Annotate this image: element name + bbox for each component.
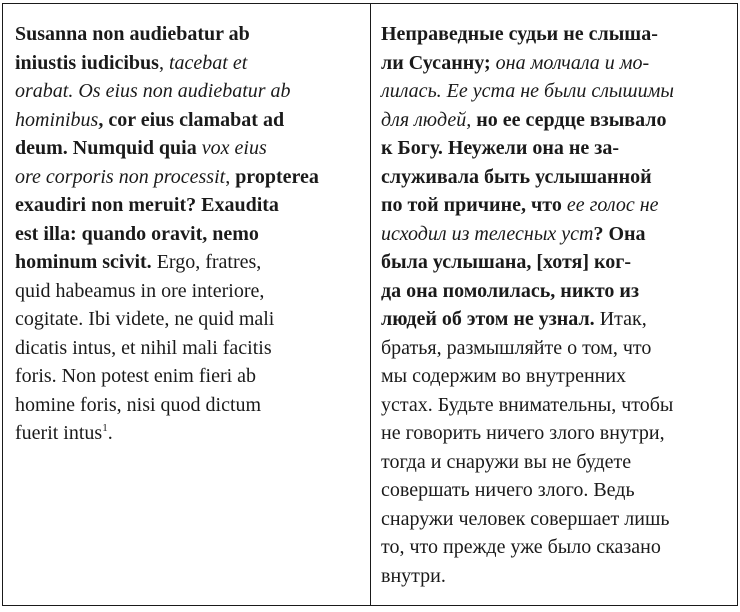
text-line <box>381 448 727 477</box>
text-run: exaudiri non meruit? Exaudita <box>15 194 279 216</box>
text-line <box>15 419 362 448</box>
text-run: лилась. Ее уста не были слышимы <box>381 80 674 102</box>
text-line <box>15 391 362 420</box>
text-run: ore corporis non processit <box>15 165 226 188</box>
text-line <box>15 20 362 49</box>
text-run: quid habeamus in ore interiore, <box>15 279 265 302</box>
text-run: ли Сусанну; <box>381 51 496 74</box>
text-run: ? Она <box>593 222 646 245</box>
text-run: iniustis iudicibus <box>15 51 159 74</box>
text-run: , <box>225 165 236 188</box>
text-line <box>381 305 727 334</box>
text-line <box>381 134 727 163</box>
text-run: братья, размышляйте о том, что <box>381 336 652 359</box>
text-run: да она помолилась, никто из <box>381 279 639 302</box>
text-line <box>15 277 362 306</box>
latin-text-column <box>3 4 371 605</box>
text-run: foris. Non potest enim fieri ab <box>15 365 257 387</box>
text-run: Susanna non audiebatur ab <box>15 23 250 45</box>
text-line <box>381 248 727 277</box>
text-line <box>15 163 362 192</box>
text-line <box>15 220 362 249</box>
russian-text-column <box>371 4 737 605</box>
text-line <box>381 77 727 106</box>
text-run: . <box>107 422 113 444</box>
text-line <box>381 362 727 391</box>
text-run: cogitate. Ibi videte, ne quid mali <box>15 308 275 330</box>
text-line <box>15 305 362 334</box>
text-run: совершать ничего злого. Ведь <box>381 479 635 501</box>
footnote-marker: 1 <box>102 422 108 434</box>
text-line <box>381 419 727 448</box>
text-run: , <box>158 51 169 74</box>
text-line <box>15 106 362 135</box>
text-line <box>381 106 727 135</box>
text-line <box>381 277 727 306</box>
text-run: снаружи человек совершает лишь <box>381 507 670 530</box>
text-run: tacebat et <box>168 51 248 74</box>
text-line <box>381 505 727 534</box>
text-line <box>15 362 362 391</box>
text-run: не говорить ничего злого внутри, <box>381 422 665 444</box>
text-line <box>15 77 362 106</box>
text-run: внутри. <box>381 564 446 587</box>
text-line <box>15 49 362 78</box>
text-line <box>381 334 727 363</box>
text-line <box>15 134 362 163</box>
text-run: была услышана, [хотя] ког- <box>381 251 632 273</box>
text-run: служивала быть услышанной <box>381 165 652 188</box>
text-run: est illa: quando oravit, nemo <box>15 222 259 245</box>
text-run: тогда и снаружи вы не будете <box>381 450 632 473</box>
text-run: orabat. Os eius non audiebatur ab <box>15 80 291 102</box>
text-line <box>15 248 362 277</box>
text-run: то, что прежде уже было сказано <box>381 536 661 558</box>
text-run: hominum scivit. <box>15 251 152 273</box>
text-run: она молчала и мо- <box>495 51 650 74</box>
text-run: но ее сердце взывало <box>476 108 667 131</box>
text-run: deum. Numquid quia <box>15 137 202 159</box>
text-run: homine foris, nisi quod dictum <box>15 393 262 416</box>
text-run: устах. Будьте внимательны, чтобы <box>381 393 674 416</box>
text-run: людей об этом не узнал. <box>381 308 595 330</box>
text-line <box>381 476 727 505</box>
text-run: Неправедные судьи не слыша- <box>381 23 658 45</box>
text-run: по той причине, что <box>381 194 567 216</box>
text-line <box>381 163 727 192</box>
text-run: Итак, <box>594 308 647 330</box>
text-run: ее голос не <box>566 194 659 216</box>
text-line <box>381 533 727 562</box>
text-line <box>15 191 362 220</box>
text-run: Ergo, fratres, <box>151 251 262 273</box>
text-line <box>381 20 727 49</box>
text-run: hominibus <box>15 108 99 131</box>
text-run: , cor eius clamabat ad <box>98 108 285 131</box>
text-line <box>381 391 727 420</box>
text-run: propterea <box>235 165 319 188</box>
text-line <box>381 562 727 591</box>
text-run: исходил из телесных уст <box>381 222 594 245</box>
text-line <box>15 334 362 363</box>
parallel-text-table <box>2 3 738 606</box>
text-line <box>381 220 727 249</box>
text-run: dicatis intus, et nihil mali facitis <box>15 336 272 359</box>
text-run: к Богу. Неужели она не за- <box>381 137 619 159</box>
text-run: мы содержим во внутренних <box>381 365 627 387</box>
text-line <box>381 49 727 78</box>
text-run: fuerit intus <box>15 422 103 444</box>
text-run: для людей, <box>381 108 477 131</box>
text-line <box>381 191 727 220</box>
text-run: vox eius <box>201 137 267 159</box>
